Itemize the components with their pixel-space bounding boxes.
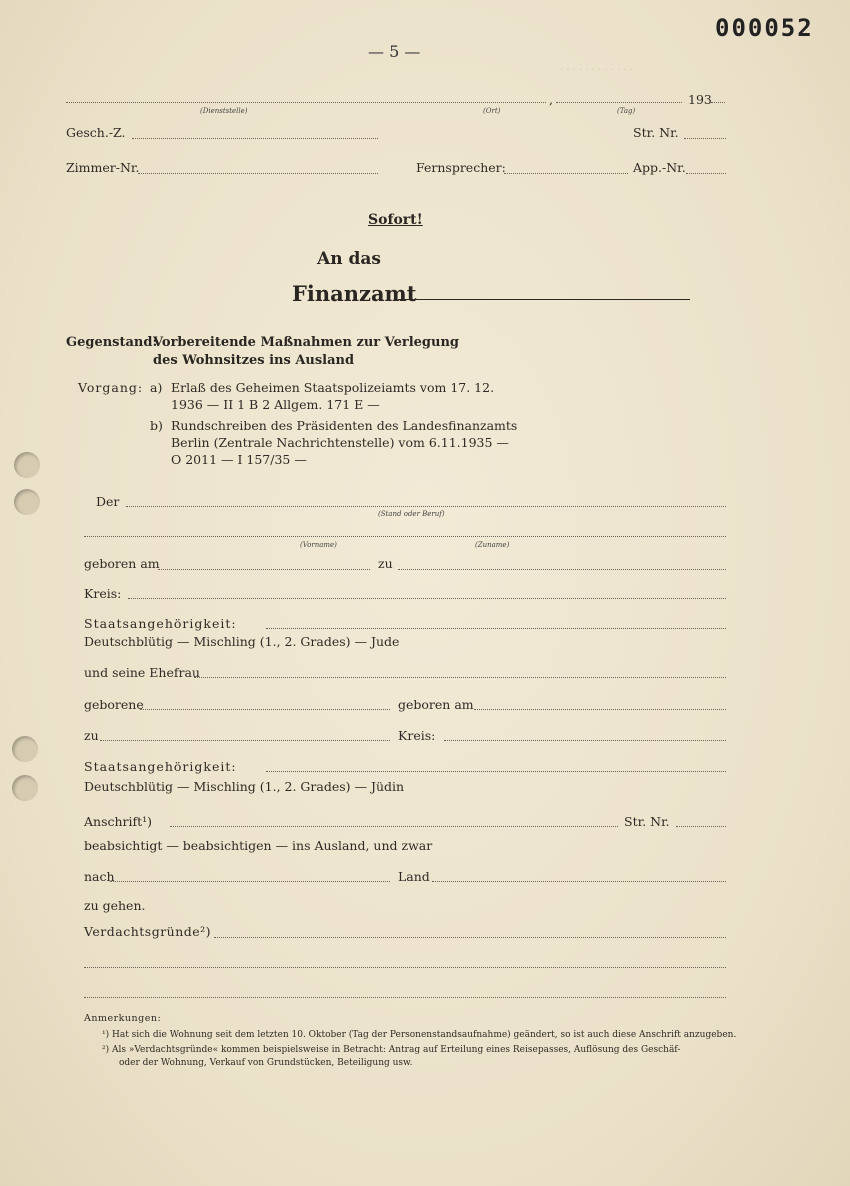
an-das-heading: An das bbox=[317, 249, 381, 269]
kreis-line[interactable] bbox=[128, 598, 726, 599]
nach-line[interactable] bbox=[110, 881, 390, 882]
abstammung-frau[interactable]: Deutschblütig — Mischling (1., 2. Grades) — Jüdin bbox=[84, 779, 405, 794]
str-nr-2-label: Str. Nr. bbox=[624, 814, 670, 829]
zu-2-label: zu bbox=[84, 728, 99, 743]
vorname-caption: (Vorname) bbox=[300, 541, 337, 549]
comma: , bbox=[549, 92, 553, 107]
dienststelle-caption: (Dienststelle) bbox=[200, 107, 248, 115]
anmerkung-2-line-1: ²) Als »Verdachtsgründe« kommen beispielsweise in Betracht: Antrag auf Erteilung eines Reisepasses, Auflösung des Geschäf- bbox=[102, 1045, 681, 1055]
vorgang-a-marker: a) bbox=[150, 380, 163, 395]
zu-label: zu bbox=[378, 556, 393, 571]
finanzamt-heading: Finanzamt bbox=[292, 281, 417, 306]
geboren-am-label: geboren am bbox=[84, 556, 160, 571]
der-label: Der bbox=[96, 494, 120, 509]
beabsichtigt-text[interactable]: beabsichtigt — beabsichtigen — ins Ausland, und zwar bbox=[84, 838, 433, 853]
staatsangehoerigkeit-2-label: Staatsangehörigkeit: bbox=[84, 759, 237, 774]
verdachtsgruende-line-1[interactable] bbox=[214, 937, 726, 938]
zimmer-nr-line[interactable] bbox=[138, 173, 378, 174]
punch-hole bbox=[12, 736, 38, 762]
ort-caption: (Ort) bbox=[483, 107, 501, 115]
kreis-2-label: Kreis: bbox=[398, 728, 436, 743]
app-nr-line[interactable] bbox=[686, 173, 726, 174]
geborene-label: geborene bbox=[84, 697, 144, 712]
gegenstand-line-2: des Wohnsitzes ins Ausland bbox=[153, 353, 355, 368]
gesch-z-line[interactable] bbox=[132, 138, 378, 139]
vorgang-label: Vorgang: bbox=[78, 380, 144, 395]
stand-caption: (Stand oder Beruf) bbox=[378, 510, 445, 518]
gegenstand-line-1: Vorbereitende Maßnahmen zur Verlegung bbox=[153, 335, 459, 350]
punch-hole bbox=[14, 452, 40, 478]
nach-label: nach bbox=[84, 869, 115, 884]
vorgang-b-marker: b) bbox=[150, 418, 163, 433]
page-number: — 5 — bbox=[368, 42, 421, 61]
serial-number: 000052 bbox=[715, 14, 814, 42]
sofort-label: Sofort! bbox=[368, 212, 423, 228]
name-line[interactable] bbox=[84, 536, 726, 537]
punch-hole bbox=[14, 489, 40, 515]
vorgang-a-line-1: Erlaß des Geheimen Staatspolizeiamts vom 17. 12. bbox=[171, 380, 495, 395]
staatsangehoerigkeit-2-line[interactable] bbox=[266, 771, 726, 772]
anmerkungen-title: Anmerkungen: bbox=[84, 1013, 162, 1024]
vorgang-b-line-1: Rundschreiben des Präsidenten des Landesfinanzamts bbox=[171, 418, 518, 433]
year-line[interactable] bbox=[711, 102, 725, 103]
ehefrau-label: und seine Ehefrau bbox=[84, 665, 200, 680]
finanzamt-line[interactable] bbox=[398, 299, 690, 300]
stand-beruf-line[interactable] bbox=[126, 506, 726, 507]
str-nr-line[interactable] bbox=[684, 138, 726, 139]
str-nr-2-line[interactable] bbox=[676, 826, 726, 827]
zuname-caption: (Zuname) bbox=[475, 541, 510, 549]
vorgang-a-line-2: 1936 — II 1 B 2 Allgem. 171 E — bbox=[171, 397, 380, 412]
land-label: Land bbox=[398, 869, 430, 884]
year-prefix: 193 bbox=[688, 92, 712, 107]
ehefrau-line[interactable] bbox=[194, 677, 726, 678]
staatsangehoerigkeit-label: Staatsangehörigkeit: bbox=[84, 616, 237, 631]
vorgang-b-line-3: O 2011 — I 157/35 — bbox=[171, 452, 307, 467]
fernsprecher-line[interactable] bbox=[504, 173, 628, 174]
geboren-am-2-line[interactable] bbox=[474, 709, 726, 710]
vorgang-b-line-2: Berlin (Zentrale Nachrichtenstelle) vom 6.11.1935 — bbox=[171, 435, 509, 450]
geburtsort-2-line[interactable] bbox=[100, 740, 390, 741]
verdachtsgruende-line-3[interactable] bbox=[84, 997, 726, 998]
fernsprecher-label: Fernsprecher: bbox=[416, 160, 506, 175]
app-nr-label: App.-Nr. bbox=[633, 160, 686, 175]
gesch-z-label: Gesch.-Z. bbox=[66, 125, 126, 140]
anschrift-label: Anschrift¹) bbox=[84, 814, 153, 829]
gegenstand-label: Gegenstand: bbox=[66, 335, 158, 350]
staatsangehoerigkeit-line[interactable] bbox=[266, 628, 726, 629]
geboren-am-2-label: geboren am bbox=[398, 697, 474, 712]
tag-line[interactable] bbox=[556, 102, 682, 103]
verdachtsgruende-line-2[interactable] bbox=[84, 967, 726, 968]
kreis-label: Kreis: bbox=[84, 586, 122, 601]
land-line[interactable] bbox=[432, 881, 726, 882]
geborene-line[interactable] bbox=[140, 709, 390, 710]
tag-caption: (Tag) bbox=[617, 107, 636, 115]
str-nr-label: Str. Nr. bbox=[633, 125, 679, 140]
zimmer-nr-label: Zimmer-Nr. bbox=[66, 160, 140, 175]
bleed-through-text: · · · · · · · · · · · · bbox=[560, 65, 634, 76]
anmerkung-1: ¹) Hat sich die Wohnung seit dem letzten 10. Oktober (Tag der Personenstandsaufnahme) geändert, so ist auch diese Anschrift anzugeben. bbox=[102, 1030, 737, 1040]
verdachtsgruende-label: Verdachtsgründe²) bbox=[84, 924, 212, 939]
anschrift-line[interactable] bbox=[170, 826, 618, 827]
anmerkung-2-line-2: oder der Wohnung, Verkauf von Grundstücken, Beteiligung usw. bbox=[119, 1058, 413, 1068]
kreis-2-line[interactable] bbox=[444, 740, 726, 741]
geboren-am-line[interactable] bbox=[158, 569, 370, 570]
geburtsort-line[interactable] bbox=[398, 569, 726, 570]
dienststelle-line[interactable] bbox=[66, 102, 546, 103]
zu-gehen-text: zu gehen. bbox=[84, 898, 146, 913]
punch-hole bbox=[12, 775, 38, 801]
abstammung-mann[interactable]: Deutschblütig — Mischling (1., 2. Grades) — Jude bbox=[84, 634, 400, 649]
